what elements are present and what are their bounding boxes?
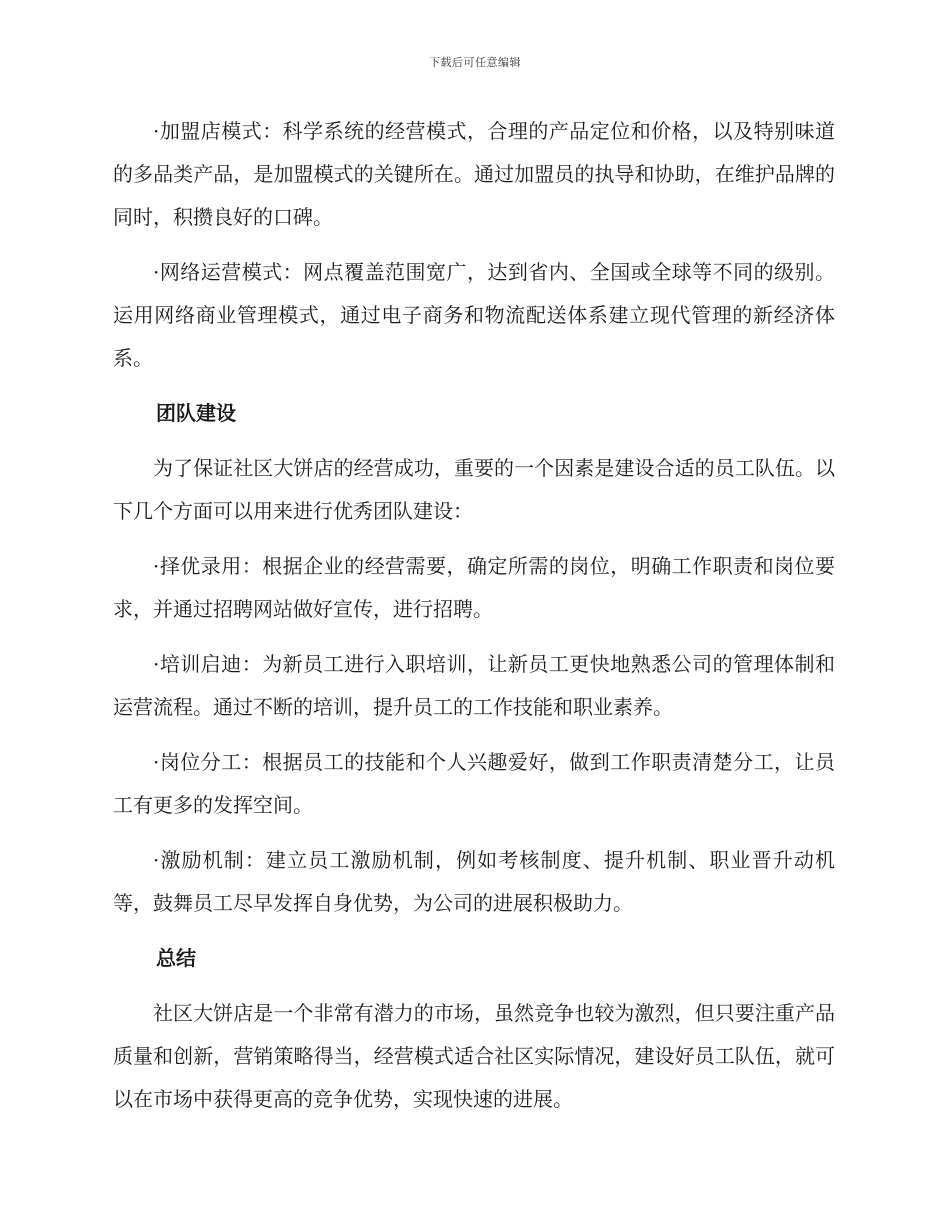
paragraph-training: ·培训启迪：为新员工进行入职培训，让新员工更快地熟悉公司的管理体制和运营流程。通过不断的培训，提升员工的工作技能和职业素养。 bbox=[113, 652, 835, 719]
paragraph-franchise-model: ·加盟店模式：科学系统的经营模式，合理的产品定位和价格，以及特别味道的多品类产品，是加盟模式的关键所在。通过加盟员的执导和协助，在维护品牌的同时，积攒良好的口碑。 bbox=[113, 119, 835, 229]
section-heading-team: 团队建设 bbox=[156, 401, 236, 425]
paragraph-division: ·岗位分工：根据员工的技能和个人兴趣爱好，做到工作职责清楚分工，让员工有更多的发挥空间。 bbox=[113, 750, 835, 817]
document-body bbox=[113, 110, 835, 1133]
paragraph-team-intro: 为了保证社区大饼店的经营成功，重要的一个因素是建设合适的员工队伍。以下几个方面可以用来进行优秀团队建设： bbox=[113, 456, 835, 523]
section-heading-summary: 总结 bbox=[156, 946, 196, 970]
paragraph-network-model: ·网络运营模式：网点覆盖范围宽广，达到省内、全国或全球等不同的级别。运用网络商业管理模式，通过电子商务和物流配送体系建立现代管理的新经济体系。 bbox=[113, 260, 835, 370]
paragraph-recruitment: ·择优录用：根据企业的经营需要，确定所需的岗位，明确工作职责和岗位要求，并通过招聘网站做好宣传，进行招聘。 bbox=[113, 554, 835, 621]
paragraph-summary: 社区大饼店是一个非常有潜力的市场，虽然竞争也较为激烈，但只要注重产品质量和创新，营销策略得当，经营模式适合社区实际情况，建设好员工队伍，就可以在市场中获得更高的竞争优势，实现快速的进展。 bbox=[113, 1001, 835, 1111]
header-note: 下载后可任意编辑 bbox=[429, 56, 521, 69]
paragraph-incentive: ·激励机制：建立员工激励机制，例如考核制度、提升机制、职业晋升动机等，鼓舞员工尽早发挥自身优势，为公司的进展积极助力。 bbox=[113, 848, 835, 915]
